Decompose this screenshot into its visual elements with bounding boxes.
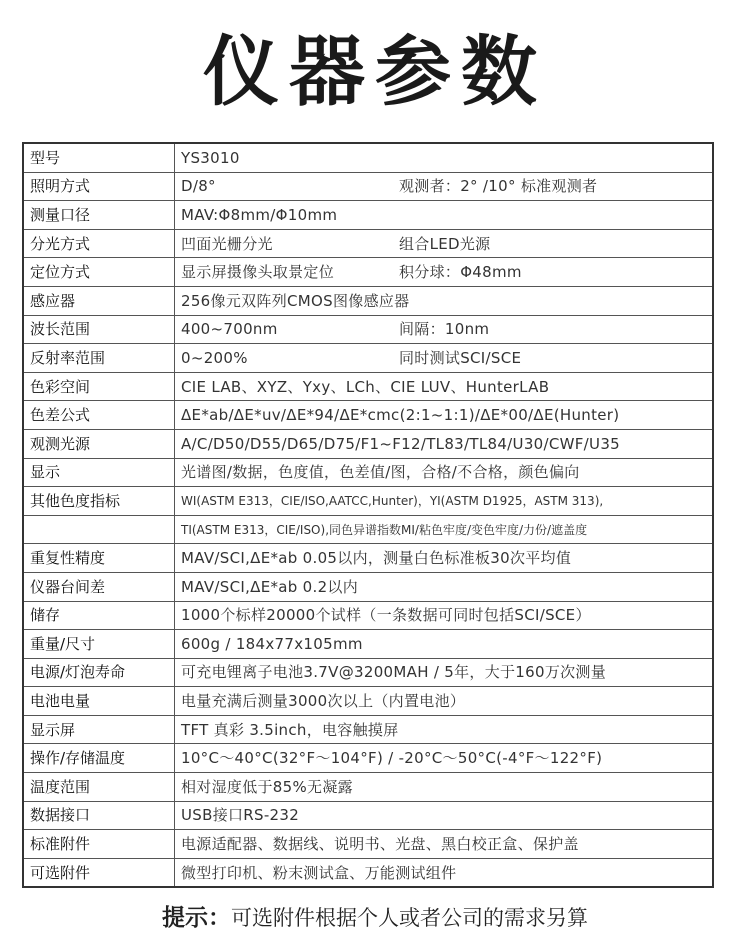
spec-value-cell [175,315,714,344]
spec-value-wrap [181,264,712,280]
spec-label: 波长范围 [23,315,175,344]
spec-value-cell [175,172,714,201]
spec-value-wrap [181,150,712,166]
spec-label: 分光方式 [23,229,175,258]
spec-value-cell [175,429,714,458]
spec-value-wrap [181,293,712,309]
spec-value-wrap [181,379,712,395]
spec-value-wrap [181,550,712,566]
spec-value-cell [175,401,714,430]
spec-label: 数据接口 [23,801,175,830]
spec-value-wrap [181,350,712,366]
spec-value-cell [175,572,714,601]
spec-row [23,344,713,373]
spec-value-secondary: 观测者：2° /10° 标准观测者 [399,177,598,196]
spec-row [23,801,713,830]
spec-label: 温度范围 [23,773,175,802]
spec-value-secondary: 同时测试SCI/SCE [399,348,522,367]
spec-value-cell [175,487,714,516]
tip-label: 提示： [162,905,231,931]
spec-label: 电源/灯泡寿命 [23,658,175,687]
spec-label: 其他色度指标 [23,487,175,516]
spec-row [23,773,713,802]
spec-label: 观测光源 [23,429,175,458]
spec-row [23,658,713,687]
spec-value: TFT 真彩 3.5inch，电容触摸屏 [181,720,399,739]
spec-value-cell [175,544,714,573]
spec-label: 显示屏 [23,715,175,744]
spec-value: 凹面光栅分光 [181,234,273,253]
spec-value: 相对湿度低于85%无凝露 [181,777,353,796]
spec-row [23,858,713,887]
spec-value: 电源适配器、数据线、说明书、光盘、黑白校正盒、保护盖 [181,835,579,854]
spec-value-wrap [181,579,712,595]
spec-row [23,429,713,458]
spec-value-cell [175,630,714,659]
spec-value-cell [175,458,714,487]
spec-value-wrap [181,236,712,252]
spec-value-cell [175,773,714,802]
spec-value-wrap [181,807,712,823]
spec-label: 照明方式 [23,172,175,201]
spec-row [23,630,713,659]
spec-label: 标准附件 [23,830,175,859]
spec-value: 微型打印机、粉末测试盒、万能测试组件 [181,863,457,882]
spec-value-cell [175,372,714,401]
spec-value-cell [175,286,714,315]
spec-value-wrap [181,750,712,766]
spec-row [23,515,713,544]
spec-value-wrap [181,693,712,709]
spec-value-wrap [181,664,712,680]
spec-table [22,142,714,888]
spec-value-cell [175,687,714,716]
page-title: 仪器参数 [203,27,547,116]
spec-row [23,544,713,573]
spec-value-cell [175,143,714,172]
spec-row [23,143,713,172]
spec-label: 定位方式 [23,258,175,287]
spec-value-wrap [181,722,712,738]
spec-value-cell [175,715,714,744]
spec-label: 可选附件 [23,858,175,887]
spec-value-wrap [181,464,712,480]
spec-value: WI(ASTM E313，CIE/ISO,AATCC,Hunter)，YI(ASTM D1925，ASTM 313), [181,493,604,508]
spec-label: 重量/尺寸 [23,630,175,659]
spec-label: 电池电量 [23,687,175,716]
spec-value: 400~700nm [181,320,278,339]
spec-row [23,687,713,716]
spec-value-cell [175,344,714,373]
spec-label: 型号 [23,143,175,172]
spec-value-wrap [181,779,712,795]
spec-label: 显示 [23,458,175,487]
spec-value: 0~200% [181,348,248,367]
spec-value-wrap [181,607,712,623]
spec-value-wrap [181,207,712,223]
spec-value: 电量充满后测量3000次以上（内置电池） [181,692,466,711]
spec-row [23,229,713,258]
spec-value-cell [175,801,714,830]
spec-value: CIE LAB、XYZ、Yxy、LCh、CIE LUV、HunterLAB [181,377,550,396]
spec-label: 反射率范围 [23,344,175,373]
spec-label: 重复性精度 [23,544,175,573]
spec-value-wrap [181,178,712,194]
spec-value-cell [175,229,714,258]
spec-value-wrap [181,865,712,881]
spec-value-wrap [181,636,712,652]
spec-label [23,515,175,544]
spec-value: 可充电锂离子电池3.7V@3200MAH / 5年，大于160万次测量 [181,663,607,682]
spec-value-secondary: 间隔：10nm [399,320,490,339]
spec-value-cell [175,201,714,230]
spec-row [23,172,713,201]
spec-value-wrap [181,493,712,509]
spec-value: 显示屏摄像头取景定位 [181,263,335,282]
tip-note [0,898,750,938]
spec-row [23,401,713,430]
spec-value-secondary: 积分球：Φ48mm [399,263,522,282]
spec-value-cell [175,258,714,287]
spec-row [23,830,713,859]
spec-label: 色差公式 [23,401,175,430]
spec-row [23,286,713,315]
spec-row [23,601,713,630]
spec-value: USB接口RS-232 [181,806,300,825]
spec-label: 仪器台间差 [23,572,175,601]
spec-value: YS3010 [181,148,240,167]
tip-text: 可选附件根据个人或者公司的需求另算 [231,906,588,930]
spec-value: ΔE*ab/ΔE*uv/ΔE*94/ΔE*cmc(2:1~1:1)/ΔE*00/ΔE(Hunter) [181,406,620,425]
spec-row [23,715,713,744]
spec-label: 操作/存储温度 [23,744,175,773]
spec-value: MAV/SCI,ΔE*ab 0.05以内，测量白色标准板30次平均值 [181,549,572,568]
spec-row [23,258,713,287]
spec-label: 测量口径 [23,201,175,230]
spec-value-cell [175,830,714,859]
spec-value-wrap [181,522,712,538]
spec-label: 感应器 [23,286,175,315]
spec-value-wrap [181,407,712,423]
spec-value-wrap [181,836,712,852]
spec-value: 10°C～40°C(32°F～104°F) / -20°C～50°C(-4°F～122°F) [181,749,603,768]
spec-row [23,744,713,773]
spec-label: 储存 [23,601,175,630]
spec-value: A/C/D50/D55/D65/D75/F1~F12/TL83/TL84/U30/CWF/U35 [181,434,621,453]
spec-value-cell [175,858,714,887]
spec-row [23,572,713,601]
spec-value-cell [175,601,714,630]
spec-value: D/8° [181,177,216,196]
spec-value-cell [175,744,714,773]
spec-value: MAV:Φ8mm/Φ10mm [181,205,338,224]
spec-row [23,487,713,516]
spec-value-wrap [181,436,712,452]
spec-value: 光谱图/数据，色度值，色差值/图，合格/不合格，颜色偏向 [181,463,580,482]
spec-value: 600g / 184x77x105mm [181,634,363,653]
spec-value: MAV/SCI,ΔE*ab 0.2以内 [181,577,359,596]
spec-value-wrap [181,321,712,337]
spec-value-cell [175,658,714,687]
spec-row [23,458,713,487]
spec-value: 256像元双阵列CMOS图像感应器 [181,291,410,310]
spec-row [23,201,713,230]
spec-value-secondary: 组合LED光源 [399,234,491,253]
spec-row [23,372,713,401]
spec-value-cell [175,515,714,544]
spec-value: 1000个标样20000个试样（一条数据可同时包括SCI/SCE） [181,606,591,625]
spec-label: 色彩空间 [23,372,175,401]
spec-value: TI(ASTM E313，CIE/ISO),同色异谱指数MI/粘色牢度/变色牢度/力份/遮盖度 [181,522,588,537]
spec-row [23,315,713,344]
